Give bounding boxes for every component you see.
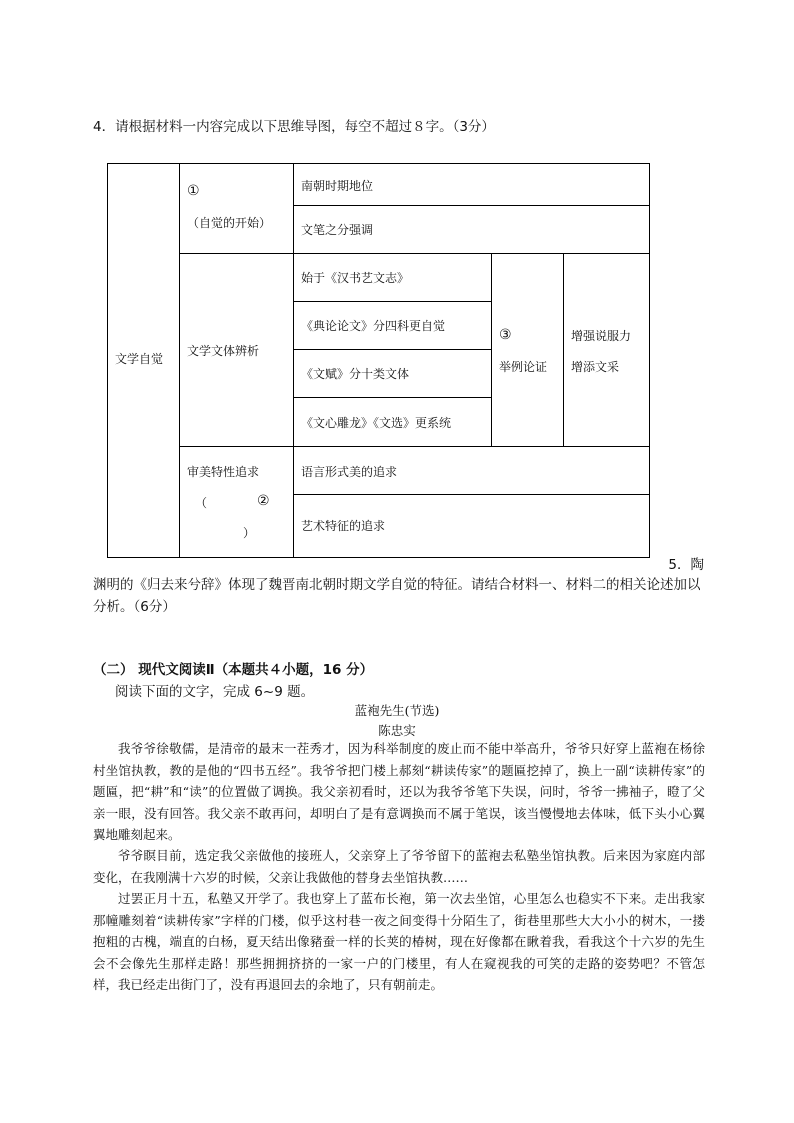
divider-b2-item1 [293,301,491,302]
branch2-item-3: 《文赋》分十类文体 [301,367,410,381]
border-bottom [107,557,650,558]
divider-root [179,163,180,558]
branch2-right-line2: 增添文采 [571,360,620,374]
reading-instruction: 阅读下面的文字，完成 6~9 题。 [115,684,315,700]
branch3-item-2: 艺术特征的追求 [301,519,386,533]
divider-b3-items [293,494,650,495]
border-top [107,163,650,164]
divider-branch [293,163,294,558]
branch2-item-1: 始于《汉书艺文志》 [301,271,410,285]
root-label: 文学自觉 [115,352,164,366]
question-5-number: 5．陶 [668,557,704,573]
divider-b2-mid [491,253,492,446]
branch1-hint: （自觉的开始） [187,216,272,230]
article-title: 蓝袍先生(节选) [354,703,440,718]
blank-1-number: ① [187,183,200,199]
article-paragraph-2: 爷爷瞑目前，选定我父亲做他的接班人，父亲穿上了爷爷留下的蓝袍去私塾坐馆执教。后来因为家庭内部变化，在我刚满十六岁的时候，父亲让我做他的替身去坐馆执教…… [93,848,705,885]
branch3-label: 审美特性追求 [187,465,260,479]
branch2-right-line1: 增强说服力 [571,329,632,343]
mind-map [107,163,650,558]
blank-3-number: ③ [499,327,512,343]
article-paragraph-3: 过罢正月十五，私塾又开学了。我也穿上了蓝布长袍，第一次去坐馆，心里怎么也稳实不下来。走出我家那幢雕刻着“读耕传家”字样的门楼，似乎这村巷一夜之间变得十分陌生了，街巷里那些大大小小的树木，一搂抱粗的古槐，端直的白杨，夏天结出像豬蚕一样的长荚的椿树，现在好像都在瞅着我，看我这个十六岁的先生会不会像先生那样走路！那些拥拥挤挤的一家一户的门楼里，有人在窥视我的可笑的走路的姿势吧？不管怎样，我已经走出街门了，没有再退回去的余地了，只有朝前走。 [93,891,705,992]
branch1-item-1: 南朝时期地位 [301,179,374,193]
divider-b2-b3 [179,446,650,447]
branch2-item-2: 《典论论文》分四科更自觉 [301,319,446,333]
border-left [107,163,108,558]
divider-b2-right [563,253,564,446]
question-4: 4．请根据材料一内容完成以下思维导图，每空不超过８字。（3分） [93,119,495,135]
divider-b2-item2 [293,349,491,350]
branch3-item-1: 语言形式美的追求 [301,465,398,479]
branch2-label: 文学文体辨析 [187,344,260,358]
divider-b1-items [293,205,650,206]
divider-b1-b2 [179,253,650,254]
divider-b2-item3 [293,397,491,398]
branch2-mid-label: 举例论证 [499,360,548,374]
branch3-paren-open: （ [195,496,208,510]
branch2-item-4: 《文心雕龙》《文选》更系统 [301,416,452,430]
branch3-paren-close: ） [243,526,256,540]
section-heading: （二） 现代文阅读Ⅱ（本题共４小题，16 分） [93,662,374,678]
border-right [649,163,650,558]
branch1-item-2: 文笔之分强调 [301,223,374,237]
blank-2-number: ② [257,493,270,509]
question-5-text: 渊明的《归去来兮辞》体现了魏晋南北朝时期文学自觉的特征。请结合材料一、材料二的相关论述加以分析。（6分） [93,577,701,615]
article-paragraph-1: 我爷爷徐敬儒，是清帝的最末一茬秀才，因为科举制度的废止而不能中举高升，爷爷只好穿上蓝袍在杨徐村坐馆执教，教的是他的“四书五经”。我爷爷把门楼上郝刻“耕读传家”的题匾挖掉了，换上一副“读耕传家”的题匾，把“耕”和“读”的位置做了调换。我父亲初看时，还以为我爷爷笔下失误，问时，爷爷一拂袖子，瞪了父亲一眼，没有回答。我父亲不敢再问，却明白了是有意调换而不属于笔误，该当慢慢地去体味，低下头小心翼翼地雕刻起来。 [93,741,705,842]
article-author: 陈忠实 [378,723,416,738]
